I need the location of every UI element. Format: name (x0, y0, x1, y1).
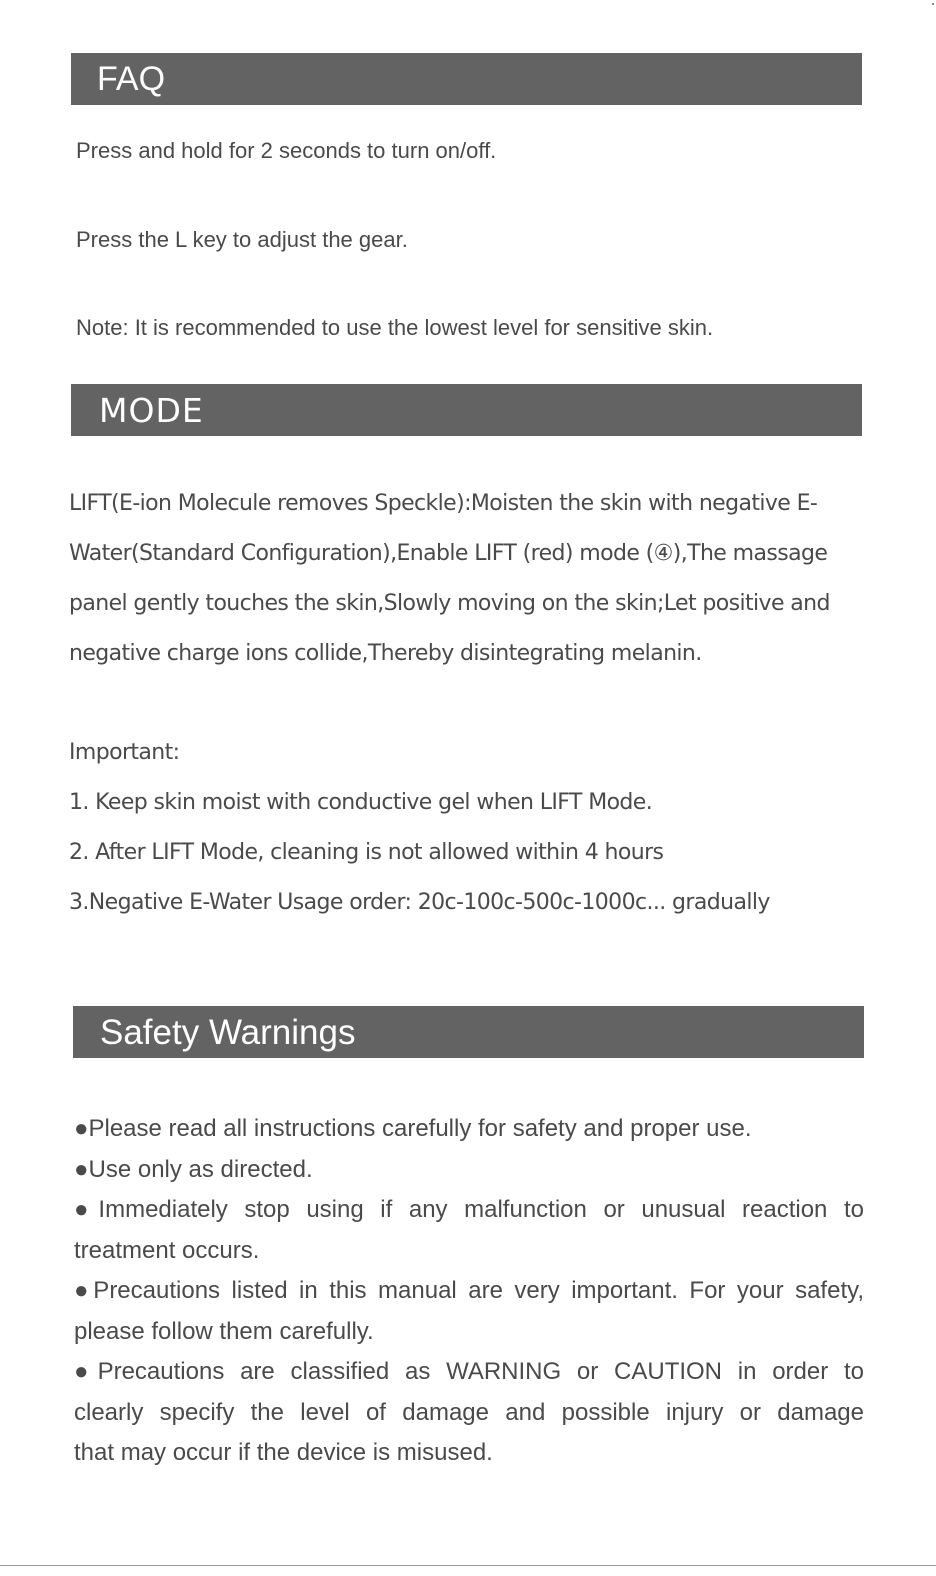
important-item: 2. After LIFT Mode, cleaning is not allowed within 4 hours (69, 840, 664, 865)
mode-section-header (71, 384, 862, 436)
faq-line-gear: Press the L key to adjust the gear. (76, 227, 408, 252)
safety-line: clearly specify the level of damage and possible injury or damage (74, 1399, 864, 1426)
safety-line: ●Precautions listed in this manual are very important. For your safety, (74, 1277, 864, 1304)
mode-paragraph-line: Water(Standard Configuration),Enable LIFT (red) mode (④),The massage (69, 541, 828, 566)
safety-line: ●Use only as directed. (74, 1156, 313, 1183)
mode-paragraph-line: LIFT(E-ion Molecule removes Speckle):Moisten the skin with negative E- (69, 491, 818, 516)
important-item: 1. Keep skin moist with conductive gel when LIFT Mode. (69, 790, 653, 815)
safety-line: ●Immediately stop using if any malfunction or unusual reaction to (74, 1196, 864, 1223)
important-label: Important: (69, 740, 180, 765)
faq-line-power: Press and hold for 2 seconds to turn on/off. (76, 138, 497, 163)
mode-paragraph-line: panel gently touches the skin,Slowly moving on the skin;Let positive and (69, 591, 830, 616)
corner-mark (932, 3, 934, 5)
safety-line: treatment occurs. (74, 1237, 260, 1264)
safety-line: ●Precautions are classified as WARNING or CAUTION in order to (74, 1358, 864, 1385)
safety-line: that may occur if the device is misused. (74, 1439, 493, 1466)
mode-paragraph-line: negative charge ions collide,Thereby disintegrating melanin. (69, 641, 702, 666)
faq-section-header (71, 53, 862, 105)
safety-line: ●Please read all instructions carefully for safety and proper use. (74, 1115, 752, 1142)
safety-section-header (73, 1006, 864, 1058)
important-item: 3.Negative E-Water Usage order: 20c-100c-500c-1000c... gradually (69, 890, 770, 915)
bottom-divider (0, 1565, 936, 1566)
faq-line-note: Note: It is recommended to use the lowest level for sensitive skin. (76, 315, 714, 340)
safety-line: please follow them carefully. (74, 1318, 374, 1345)
safety-heading: Safety Warnings (100, 1012, 356, 1052)
mode-heading: MODE (99, 390, 204, 430)
faq-heading: FAQ (97, 60, 166, 98)
